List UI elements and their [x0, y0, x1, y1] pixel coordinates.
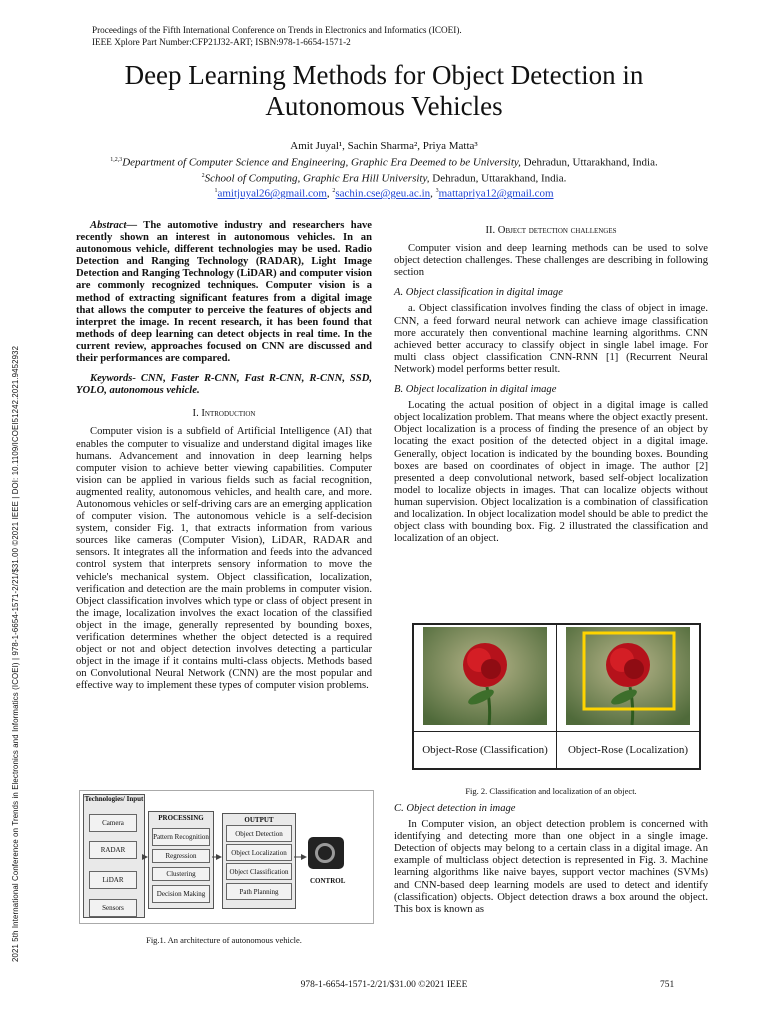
subsection-c-text: In Computer vision, an object detection problem is concerned with identifying and detecting more than one object in a single image. Detection of objects may belong to a certain class in a digital image. An example of multiclass object detection is represented in Fig. 3. Machine learning algorithms like naive bayes, support vector machines (SVMs) and CNN-based deep learning models are used to detect and identify (classification) objects. Object detection draws a box around the object. This box is known as — [394, 819, 708, 915]
section-heading-challenges: II. Object detection challenges — [485, 225, 617, 236]
figure-1-architecture — [79, 790, 374, 924]
header-line-1: Proceedings of the Fifth International Conference on Trends in Electronics and Informatics (ICOEI). — [92, 25, 462, 35]
side-doi-strip: 2021 5th International Conference on Trends in Electronics and Informatics (ICOEI) | 978-1-6654-1571-2/21/$31.00 ©2021 IEEE | DOI: 10.1109/ICOEI51242.2021.9452932 — [11, 345, 20, 962]
running-header — [92, 24, 462, 48]
process-regression: Regression — [152, 849, 210, 863]
author-emails: $^1$amitjuyal26@gmail.com, $^2$sachin.cse@geu.ac.in, $^3$mattapriya12@gmail.com — [214, 187, 554, 200]
control-label: CONTROL — [310, 877, 346, 885]
challenges-intro: Computer vision and deep learning methods can be used to solve object detection challenges. These challenges are describing in following section — [394, 243, 708, 279]
affiliation-2: $^2$School of Computing, Graphic Era Hill University, Dehradun, Uttarakhand, India. — [201, 172, 567, 185]
output-group-label: OUTPUT — [244, 816, 274, 824]
introduction-text: Computer vision is a subfield of Artificial Intelligence (AI) that enables the computer to visualize and understand digital images like humans. Advancement and innovation in deep learning helps computer vision to achieve better viewing capabilities. Computer vision can be applied in various fields such as facial recognition, augmented reality, autonomous vehicles, and health care, and more. Autonomous vehicles or self-driving cars are an emerging application of computer vision. The autonomous vehicle is a self-decision system, consider Fig. 1, that extracts information from various sources like cameras (Computer Vision), LiDAR, RADAR and sensors. It integrates all the information and feeds into the advanced control system that interprets sensory information to move the vehicle's mechanical system. Object classification, localization, verification and detection are the main problems in computer vision. Object classification involves which type or class of object present in the image, localization involves the exact location of the classified object in the image, generally represented by bounding boxes, verification determines whether the object detected is a required object or not and object detection involves detecting a particular object in the image if it contains multi-class objects. Methods based on Convolutional Neural Network (CNN) are the most popular and effective way to implement these types of computer vision problems. — [76, 426, 372, 692]
figure-2-caption: Fig. 2. Classification and localization of an object. — [465, 786, 637, 796]
figure-1-caption: Fig.1. An architecture of autonomous vehicle. — [146, 935, 302, 945]
output-detection: Object Detection — [226, 825, 292, 842]
title-line-2: Autonomous Vehicles — [265, 91, 503, 121]
fig2-label-classification: Object-Rose (Classification) — [414, 732, 557, 769]
subsection-a-text: a. Object classification involves finding the class of object in image. CNN, a feed forward neural network can achieve image classification more accurately then conventional machine learning algorithms. CNN achieved better accuracy to classify object in single label image. For multi class object classification CNN-RNN [1] (Recurrent Neural Network) model performs better result. — [394, 303, 708, 375]
section-heading-introduction: I. Introduction — [192, 408, 256, 420]
car-dashboard-icon — [308, 837, 344, 869]
fig2-label-localization: Object-Rose (Localization) — [557, 732, 700, 769]
right-column-lower — [394, 803, 708, 916]
page-footer: 978-1-6654-1571-2/21/$31.00 ©2021 IEEE — [300, 980, 468, 990]
left-column — [76, 220, 372, 692]
rose-image-localization-cell — [557, 625, 700, 732]
affiliation-1: $^{1,2,3}$Department of Computer Science and Engineering, Graphic Era Deemed to be University, Dehradun, Uttarakhand, India. — [110, 156, 658, 169]
input-sensors: Sensors — [89, 899, 137, 917]
rose-image-classification-cell — [414, 625, 557, 732]
right-column — [394, 225, 708, 545]
abstract: Abstract— The automotive industry and researchers have recently shown an interest in autonomous vehicles. In an autonomous vehicle, different technologies may be used. Radio Detection and Ranging Technology (RADAR), Light Image Detection and Ranging Technology (LiDAR) and computer vision are commonly recognized techniques. Computer vision is a method of extracting significant features from a digital image that allows the computer to perceive the features of objects and interpret the image. In recent research, it has been found that methods of deep learning can detect objects in real time. In the current review, approaches focused on CNN are discussed and their performances are compared. — [76, 220, 372, 365]
subsection-b-text: Locating the actual position of object in a digital image is called object localization problem. That means where the object exactly present. Object localization is a process of finding the presence of an object by locating the exact position of the detected object in a digital image. Generally, object location is indicated by the bounding boxes. Bounding boxes are based on coordinates of object in image. The author [2] presented a deep convolutional network, based self-object localization model to localize objects in images. That can localize objects without human supervision. Object localization is a combination of classification and localization. In object localization model should be able to predict the object class with bounding box. Fig. 2 illustrated the classification and localization of an object. — [394, 400, 708, 545]
output-localization: Object Localization — [226, 844, 292, 861]
subsection-c-heading: C. Object detection in image — [394, 803, 516, 814]
figure-2-rose — [412, 623, 701, 770]
author-names: Amit Juyal¹, Sachin Sharma², Priya Matta³ — [290, 140, 478, 152]
processing-group-label: PROCESSING — [158, 814, 204, 822]
paper-title — [40, 60, 728, 122]
process-clustering: Clustering — [152, 867, 210, 881]
process-pattern-recognition: Pattern Recognition — [152, 828, 210, 846]
output-path-planning: Path Planning — [226, 883, 292, 900]
email-link-1[interactable]: amitjuyal26@gmail.com — [217, 187, 327, 200]
input-lidar: LiDAR — [89, 871, 137, 889]
rose-photo-left — [423, 627, 547, 725]
subsection-b-heading: B. Object localization in digital image — [394, 384, 557, 396]
email-link-2[interactable]: sachin.cse@geu.ac.in — [335, 187, 431, 200]
email-link-3[interactable]: mattapriya12@gmail.com — [438, 187, 554, 200]
page-number: 751 — [660, 980, 675, 990]
title-line-1: Deep Learning Methods for Object Detection in — [124, 60, 644, 90]
process-decision-making: Decision Making — [152, 885, 210, 903]
rose-photo-right — [566, 627, 690, 725]
input-group-label: Technologies/ Input — [84, 795, 144, 803]
input-radar: RADAR — [89, 841, 137, 859]
output-classification: Object Classification — [226, 863, 292, 880]
header-line-2: IEEE Xplore Part Number:CFP21J32-ART; ISBN:978-1-6654-1571-2 — [92, 37, 351, 47]
input-camera: Camera — [89, 814, 137, 832]
keywords: Keywords- CNN, Faster R-CNN, Fast R-CNN, R-CNN, SSD, YOLO, autonomous vehicle. — [76, 373, 372, 397]
author-block — [40, 140, 728, 201]
subsection-a-heading: A. Object classification in digital image — [394, 287, 563, 299]
